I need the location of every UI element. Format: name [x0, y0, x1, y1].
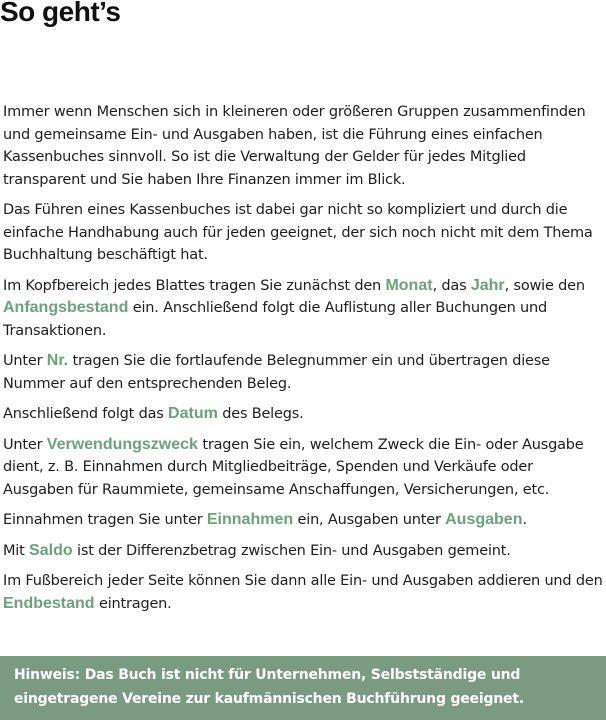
- text-span: Immer wenn Menschen sich in kleineren oder größeren Gruppen zusammenfinden und gemeinsame Ein- und Ausgaben haben, ist die Führung eines einfachen Kassenbuches sinnvoll. So ist die Verwaltung der Gelder für jedes Mitglied transparent und Sie haben Ihre Finanzen immer im Blick.: [3, 104, 586, 188]
- text-span: ein. Anschließend folgt die Auflistung aller Buchungen und Transaktionen.: [3, 300, 547, 339]
- paragraph-endbestand: [3, 570, 603, 615]
- keyword-datum: Datum: [168, 405, 218, 422]
- text-span: Im Fußbereich jeder Seite können Sie dann alle Ein- und Ausgaben addieren und den: [3, 573, 603, 589]
- keyword-monat: Monat: [385, 276, 433, 294]
- text-span: Unter: [3, 353, 47, 369]
- text-span: , sowie den: [504, 277, 585, 294]
- keyword-endbestand: Endbestand: [3, 594, 95, 612]
- paragraph-einnahmen-ausgaben: [3, 509, 603, 532]
- instructions-body: [3, 101, 603, 623]
- text-span: Unter: [3, 436, 47, 453]
- paragraph-intro: [3, 101, 603, 191]
- paragraph-nr: [3, 350, 603, 395]
- keyword-jahr: Jahr: [470, 276, 505, 294]
- text-span: , das: [432, 277, 471, 294]
- keyword-einnahmen: Einnahmen: [206, 511, 294, 528]
- paragraph-header-fields: [3, 275, 603, 343]
- text-span: tragen Sie die fortlaufende Belegnummer ein und übertragen diese Nummer auf den entsprechenden Beleg.: [3, 353, 550, 392]
- keyword-saldo: Saldo: [29, 541, 73, 559]
- page-title: So geht’s: [0, 0, 121, 27]
- text-span: des Belegs.: [217, 406, 304, 422]
- keyword-anfangsbestand: Anfangsbestand: [3, 299, 129, 316]
- text-span: .: [522, 512, 527, 528]
- text-span: tragen Sie ein, welchem Zweck die Ein- oder Ausgabe dient, z. B. Einnahmen durch Mitgliedbeiträge, Spenden und Verkäufe oder Ausgaben für Raummiete, gemeinsame Anschaffungen, Versicherungen, etc.: [3, 436, 584, 498]
- hint-text: Hinweis: Das Buch ist nicht für Unternehmen, Selbstständige und eingetragene Vereine zur kaufmännischen Buchführung geeignet.: [14, 667, 524, 707]
- keyword-ausgaben: Ausgaben: [445, 511, 523, 528]
- text-span: ist der Differenzbetrag zwischen Ein- und Ausgaben gemeint.: [72, 542, 511, 559]
- paragraph-datum: [3, 403, 603, 426]
- keyword-nr: Nr.: [46, 352, 69, 369]
- text-span: Anschließend folgt das: [3, 406, 169, 422]
- text-span: Mit: [3, 542, 30, 559]
- text-span: Das Führen eines Kassenbuches ist dabei gar nicht so kompliziert und durch die einfache Handhabung auch für jeden geeignet, der sich noch nicht mit dem Thema Buchhaltung beschäftigt hat.: [3, 202, 593, 263]
- text-span: ein, Ausgaben unter: [293, 512, 446, 528]
- text-span: Im Kopfbereich jedes Blattes tragen Sie zunächst den: [3, 277, 386, 294]
- paragraph-verwendungszweck: [3, 434, 603, 502]
- paragraph-simplicity: [3, 199, 603, 267]
- text-span: Einnahmen tragen Sie unter: [3, 512, 207, 528]
- keyword-verwendungszweck: Verwendungszweck: [46, 435, 198, 453]
- paragraph-saldo: [3, 540, 603, 563]
- text-span: eintragen.: [94, 595, 172, 612]
- hint-box: [0, 656, 606, 720]
